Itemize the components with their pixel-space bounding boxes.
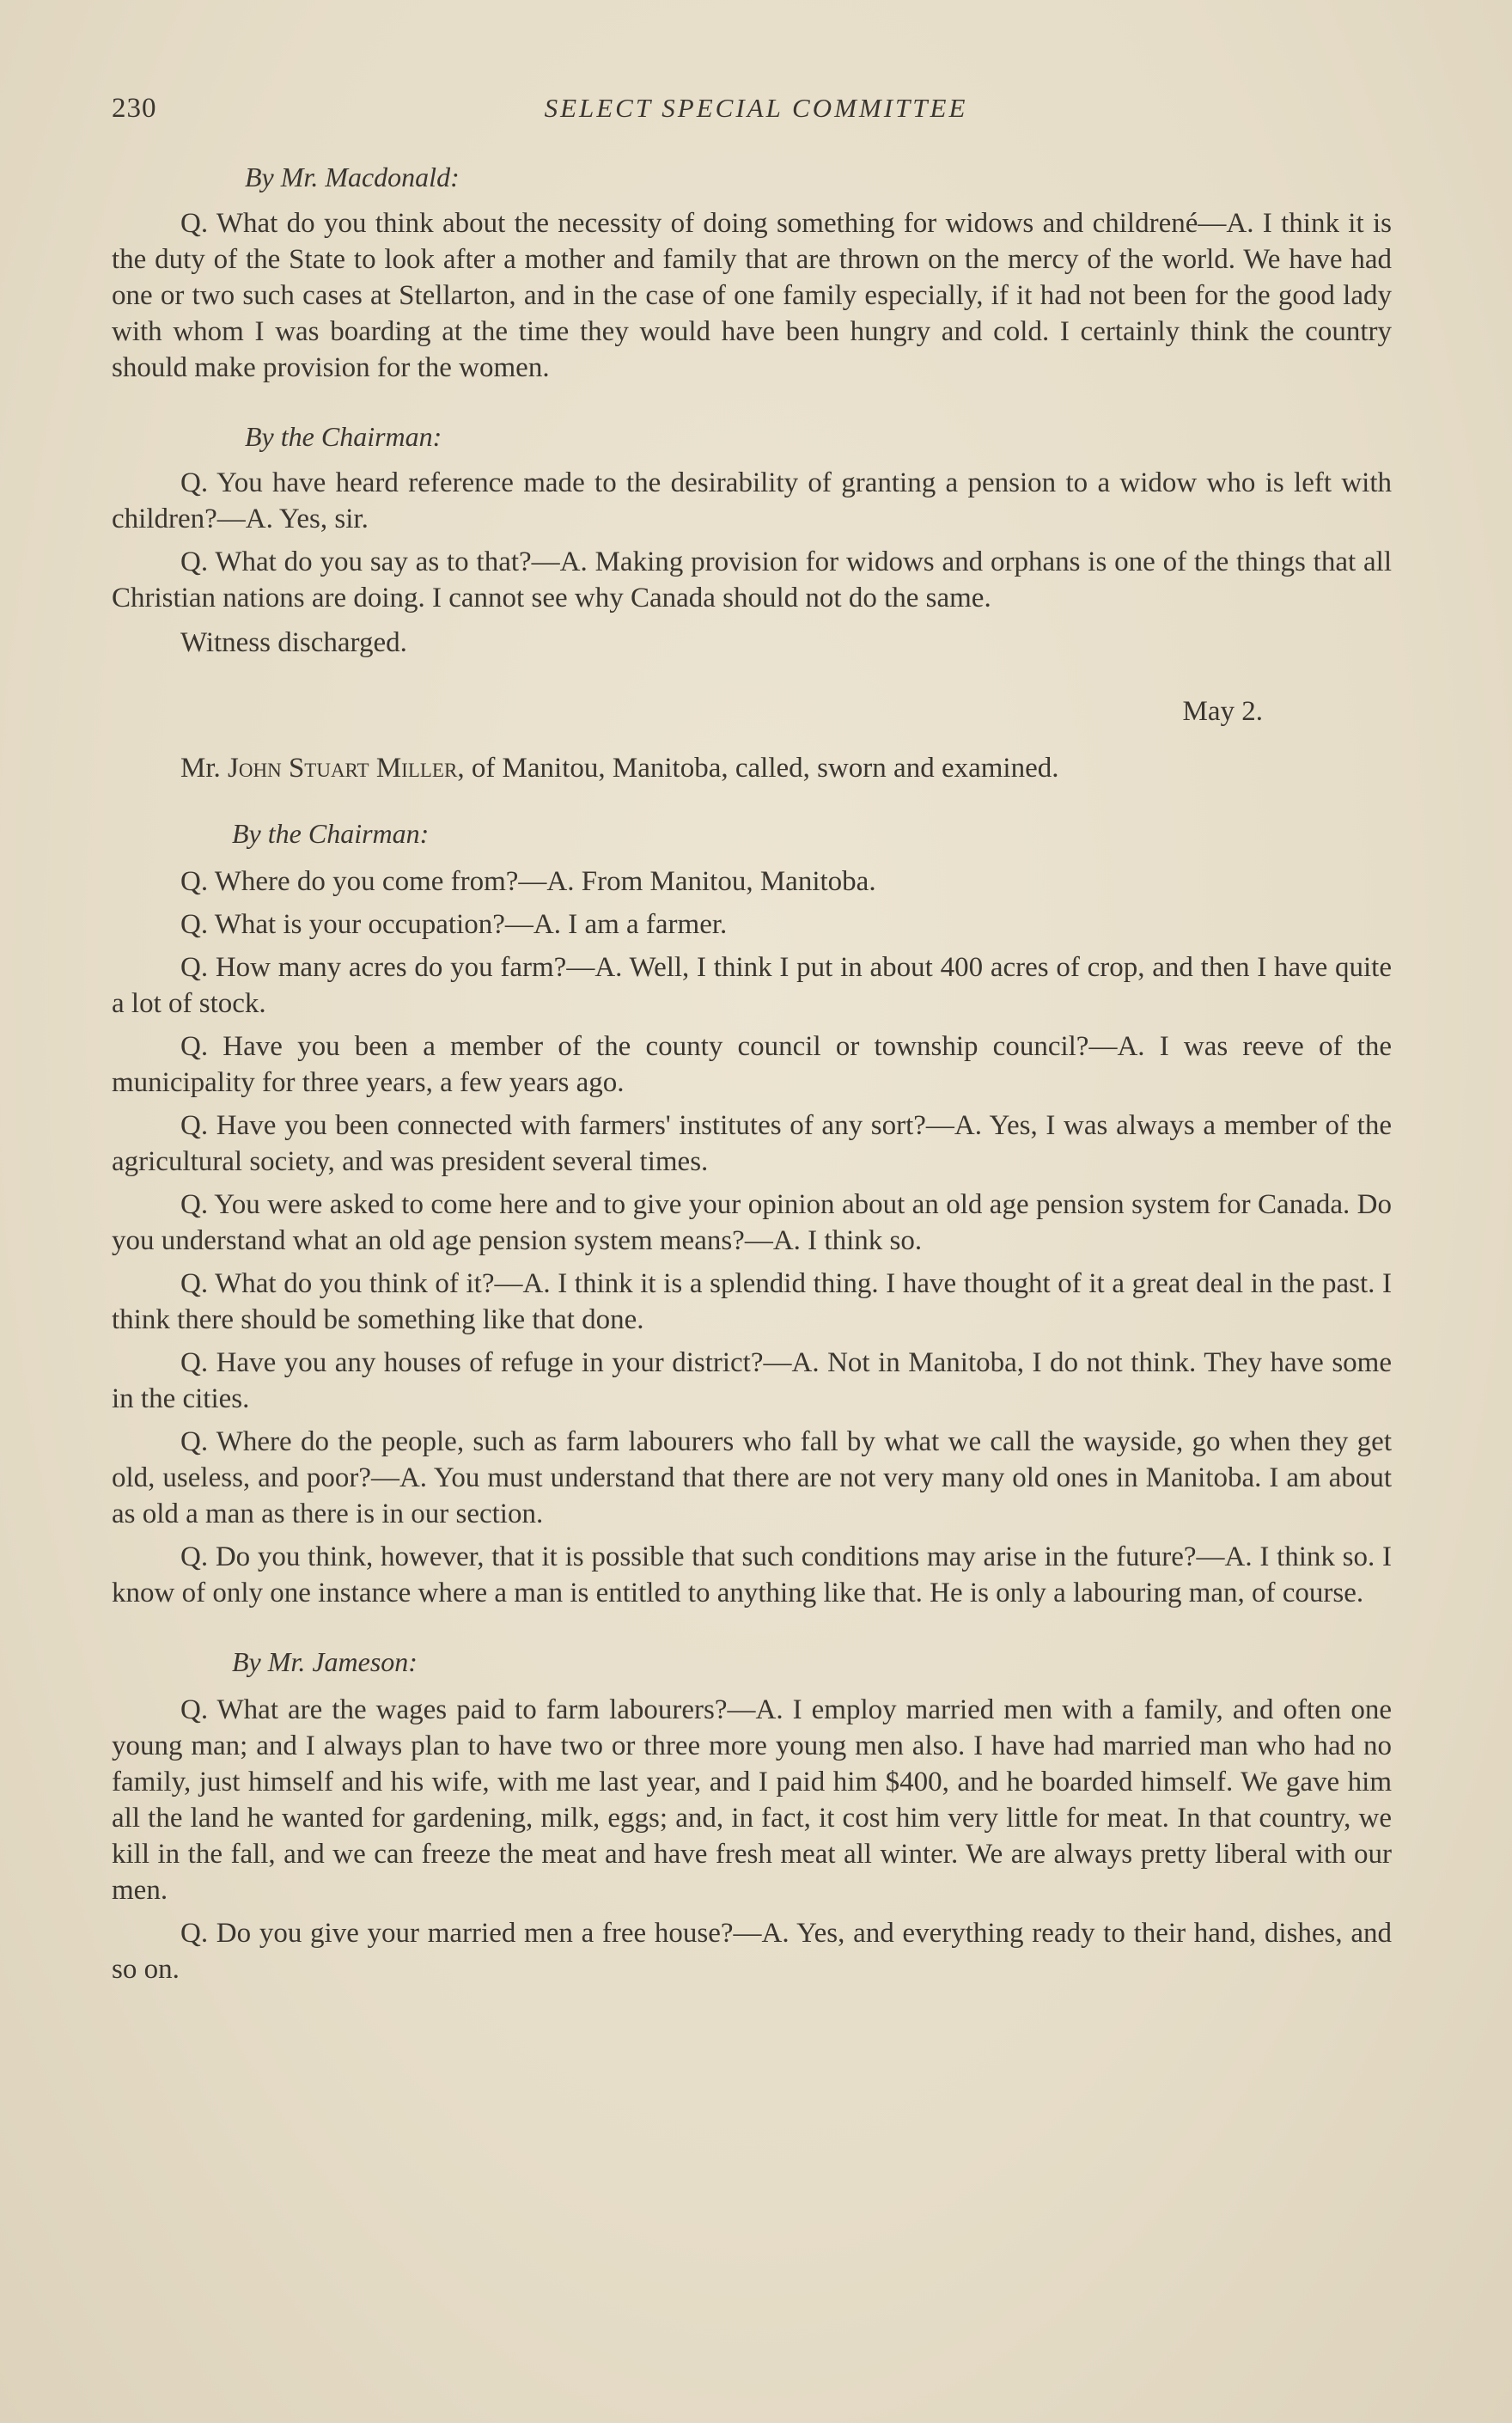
paragraph: Q. Do you give your married men a free house?—A. Yes, and everything ready to their hand, dishes, and so on. <box>112 1918 1392 1985</box>
intro-prefix: Mr. <box>180 753 221 784</box>
paragraph: Q. What is your occupation?—A. I am a farmer. <box>180 909 728 940</box>
page-number: 230 <box>112 93 157 124</box>
document-body <box>112 159 1392 1994</box>
paragraph: Q. What do you say as to that?—A. Making provision for widows and orphans is one of the things that all Christian nations are doing. I cannot see why Canada should not do the same. <box>112 546 1392 613</box>
speaker-heading: By Mr. Macdonald: <box>245 162 460 192</box>
witness-name: John Stuart Miller <box>228 753 458 784</box>
paragraph: Q. What do you think of it?—A. I think it is a splendid thing. I have thought of it a great deal in the past. I think there should be something like that done. <box>112 1268 1392 1335</box>
witness-discharged: Witness discharged. <box>180 627 407 658</box>
speaker-heading: By the Chairman: <box>232 818 430 849</box>
speaker-heading: By Mr. Jameson: <box>232 1646 418 1677</box>
paragraph: Q. Have you been a member of the county council or township council?—A. I was reeve of the municipality for three years, a few years ago. <box>112 1031 1392 1098</box>
speaker-heading: By the Chairman: <box>245 421 442 452</box>
date-line: May 2. <box>1182 696 1263 727</box>
paragraph: Q. Have you any houses of refuge in your district?—A. Not in Manitoba, I do not think. They have some in the cities. <box>112 1347 1392 1414</box>
witness-intro <box>112 750 1392 786</box>
intro-rest: , of Manitou, Manitoba, called, sworn and examined. <box>457 753 1059 784</box>
paragraph: Q. What do you think about the necessity of doing something for widows and childrené—A. I think it is the duty of the State to look after a mother and family that are thrown on the mercy of the world. We have had one or two such cases at Stellarton, and in the case of one family especially, if it had not been for the good lady with whom I was boarding at the time they would have been hungry and cold. I certainly think the country should make provision for the women. <box>112 208 1392 383</box>
paragraph: Q. Where do you come from?—A. From Manitou, Manitoba. <box>180 866 876 897</box>
paragraph: Q. You have heard reference made to the desirability of granting a pension to a widow who is left with children?—A. Yes, sir. <box>112 467 1392 534</box>
paragraph: Q. Have you been connected with farmers' institutes of any sort?—A. Yes, I was always a member of the agricultural society, and was president several times. <box>112 1110 1392 1177</box>
page-header <box>112 93 1400 136</box>
paragraph: Q. How many acres do you farm?—A. Well, I think I put in about 400 acres of crop, and then I have quite a lot of stock. <box>112 952 1392 1019</box>
running-title: SELECT SPECIAL COMMITTEE <box>544 93 968 123</box>
paragraph: Q. What are the wages paid to farm labourers?—A. I employ married men with a family, and often one young man; and I always plan to have two or three more young men also. I have had married man who had no family, just himself and his wife, with me last year, and I paid him $400, and he boarded himself. We gave him all the land he wanted for gardening, milk, eggs; and, in fact, it cost him very little for meat. In that country, we kill in the fall, and we can freeze the meat and have fresh meat all winter. We are always pretty liberal with our men. <box>112 1694 1392 1906</box>
paragraph: Q. Do you think, however, that it is possible that such conditions may arise in the future?—A. I think so. I know of only one instance where a man is entitled to anything like that. He is only a labouring man, of course. <box>112 1541 1392 1608</box>
paragraph: Q. Where do the people, such as farm labourers who fall by what we call the wayside, go when they get old, useless, and poor?—A. You must understand that there are not very many old ones in Manitoba. I am about as old a man as there is in our section. <box>112 1426 1392 1529</box>
paragraph: Q. You were asked to come here and to give your opinion about an old age pension system for Canada. Do you understand what an old age pension system means?—A. I think so. <box>112 1189 1392 1256</box>
